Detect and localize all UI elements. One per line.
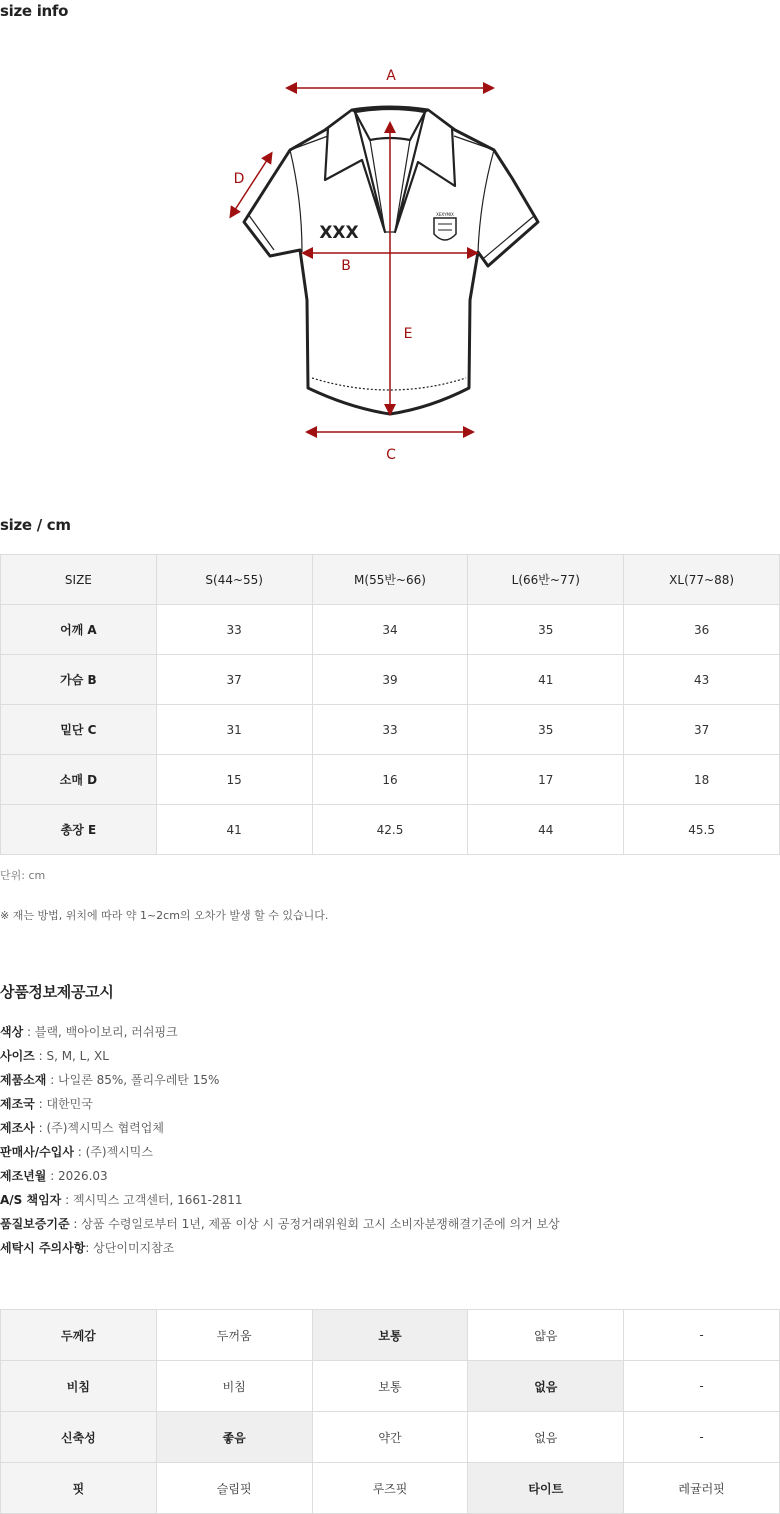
polo-size-diagram [220,55,560,475]
table-cell: 18 [624,755,780,805]
size-header-cell: M(55반~66) [312,555,468,605]
label-B: B [341,258,351,274]
table-cell: 33 [312,705,468,755]
table-row [1,805,780,855]
size-header-cell: SIZE [1,555,157,605]
feel-option: 타이트 [468,1463,624,1514]
crest-icon [434,212,456,240]
fit-feel-table [0,1309,780,1514]
table-row [1,705,780,755]
size-table [0,554,780,855]
size-cm-title: size / cm [0,516,71,534]
list-item: 제조사 : (주)젝시믹스 협력업체 [0,1121,164,1135]
size-table-header [1,555,780,605]
table-cell: 31 [156,705,312,755]
table-cell: 15 [156,755,312,805]
table-cell: 42.5 [312,805,468,855]
table-cell: 44 [468,805,624,855]
list-item: 제조년월 : 2026.03 [0,1169,108,1183]
table-cell: 36 [624,605,780,655]
table-cell: 39 [312,655,468,705]
feel-option: 루즈핏 [312,1463,468,1514]
row-label: 비침 [1,1361,157,1412]
table-cell: 33 [156,605,312,655]
list-item: 제조국 : 대한민국 [0,1097,93,1111]
table-cell: 37 [156,655,312,705]
row-label: 두께감 [1,1310,157,1361]
feel-option: 두꺼움 [156,1310,312,1361]
table-cell: 34 [312,605,468,655]
table-row [1,655,780,705]
feel-option: 없음 [468,1361,624,1412]
table-cell: 45.5 [624,805,780,855]
table-cell: 37 [624,705,780,755]
tolerance-note: ※ 재는 방법, 위치에 따라 약 1~2cm의 오차가 발생 할 수 있습니다. [0,909,329,922]
feel-option: - [624,1412,780,1463]
list-item: 제품소재 : 나일론 85%, 폴리우레탄 15% [0,1073,220,1087]
row-label: 가슴 B [1,655,157,705]
unit-note: 단위: cm [0,869,46,882]
row-label: 핏 [1,1463,157,1514]
feel-option: 비침 [156,1361,312,1412]
label-A: A [386,68,396,84]
row-label: 밑단 C [1,705,157,755]
feel-option: 보통 [312,1310,468,1361]
feel-option: 약간 [312,1412,468,1463]
feel-option: - [624,1310,780,1361]
feel-option: 레귤러핏 [624,1463,780,1514]
table-cell: 17 [468,755,624,805]
size-info-title: size info [0,2,69,20]
label-E: E [403,326,413,342]
feel-option: 좋음 [156,1412,312,1463]
label-C: C [386,447,396,463]
row-label: 신축성 [1,1412,157,1463]
feel-option: 슬림핏 [156,1463,312,1514]
brand-logo-icon: XXX [319,223,359,243]
size-header-cell: S(44~55) [156,555,312,605]
list-item: 품질보증기준 : 상품 수령일로부터 1년, 제품 이상 시 공정거래위원회 고시 소비자분쟁해결기준에 의거 보상 [0,1217,560,1231]
list-item: 판매사/수입사 : (주)젝시믹스 [0,1145,153,1159]
svg-text:XEXYMIX: XEXYMIX [436,212,454,217]
row-label: 총장 E [1,805,157,855]
feel-option: - [624,1361,780,1412]
table-row [1,755,780,805]
label-D: D [233,171,245,187]
table-cell: 16 [312,755,468,805]
list-item: 색상 : 블랙, 백아이보리, 러쉬핑크 [0,1025,178,1039]
list-item: 세탁시 주의사항: 상단이미지참조 [0,1241,175,1255]
table-cell: 35 [468,605,624,655]
table-cell: 41 [156,805,312,855]
row-label: 소매 D [1,755,157,805]
feel-option: 얇음 [468,1310,624,1361]
table-row [1,605,780,655]
size-header-cell: L(66반~77) [468,555,624,605]
size-header-cell: XL(77~88) [624,555,780,605]
row-label: 어깨 A [1,605,157,655]
list-item: A/S 책임자 : 젝시믹스 고객센터, 1661-2811 [0,1193,243,1207]
table-row [1,1361,780,1412]
table-row [1,1412,780,1463]
feel-option: 보통 [312,1361,468,1412]
shirt-outline [244,107,538,414]
notice-title: 상품정보제공고시 [0,983,114,1001]
table-cell: 35 [468,705,624,755]
table-cell: 41 [468,655,624,705]
list-item: 사이즈 : S, M, L, XL [0,1049,109,1063]
table-row [1,1463,780,1514]
notice-list [0,1020,560,1260]
table-cell: 43 [624,655,780,705]
feel-option: 없음 [468,1412,624,1463]
table-row [1,1310,780,1361]
